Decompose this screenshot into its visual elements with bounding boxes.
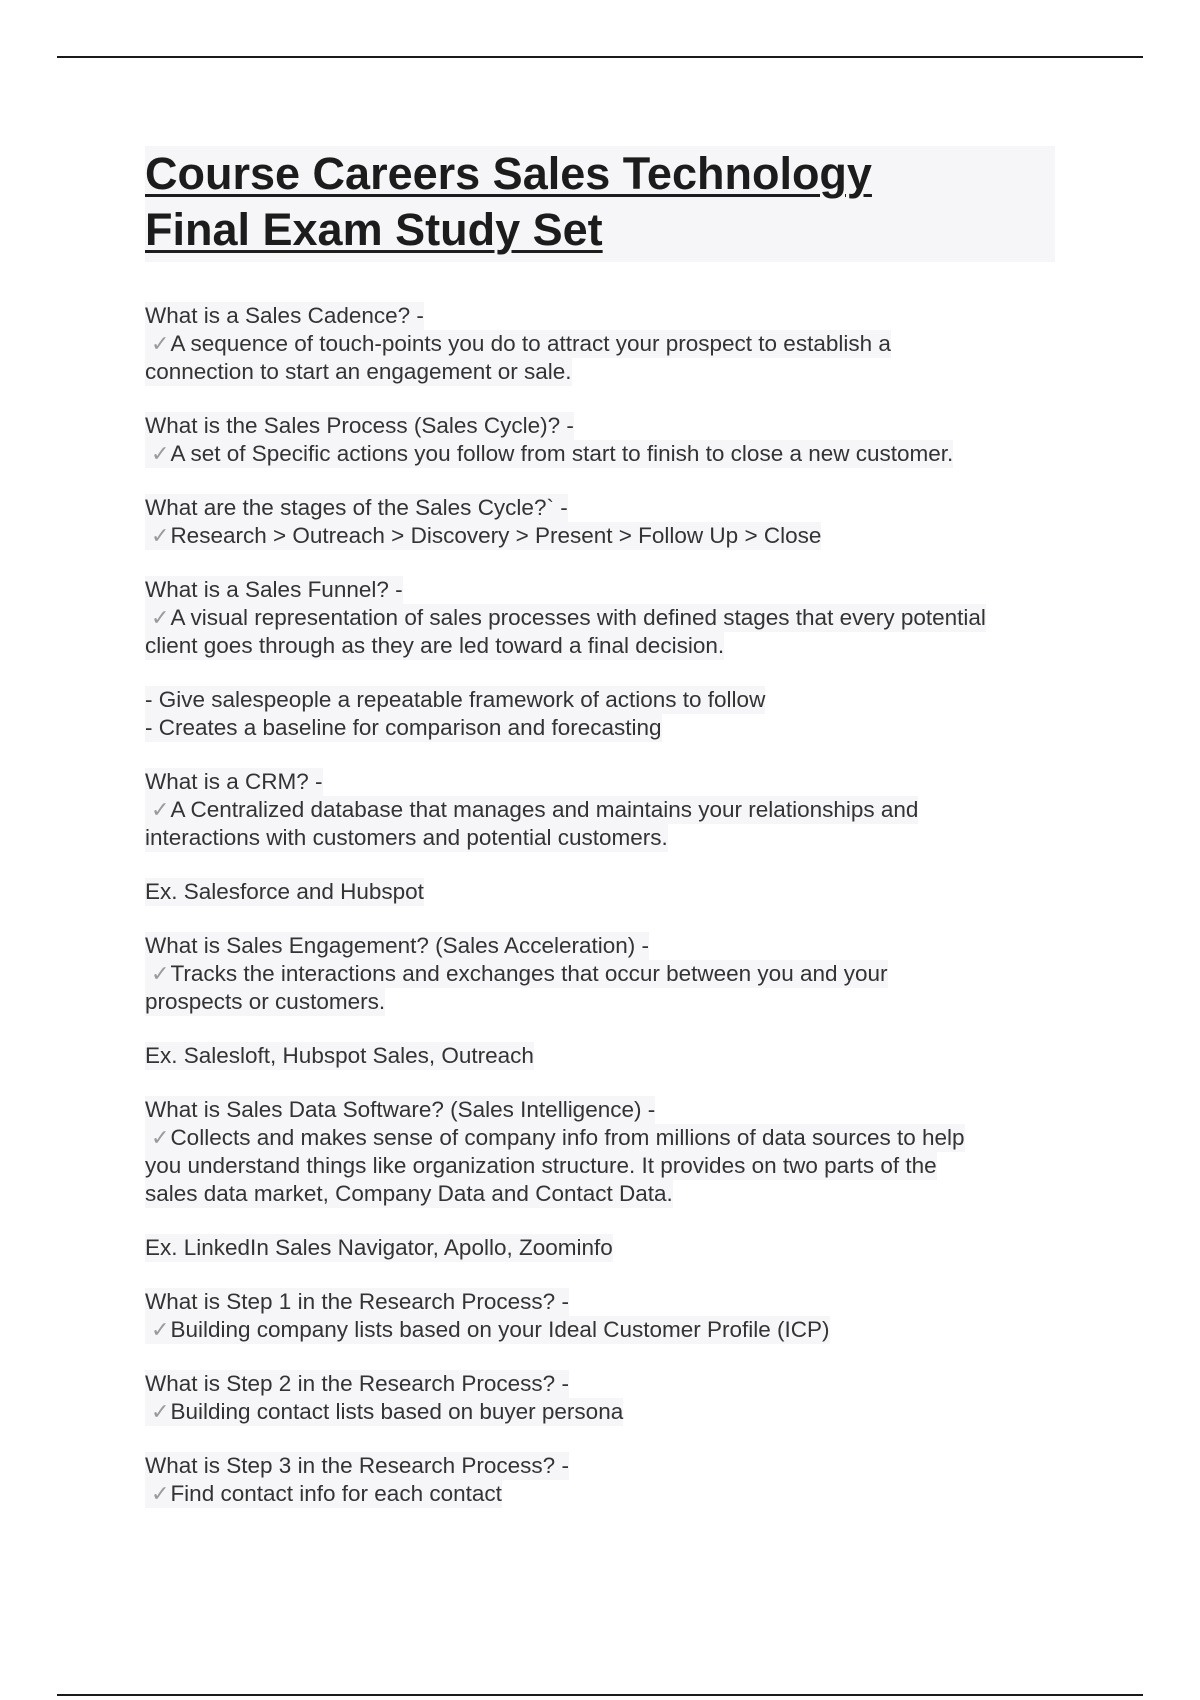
question-card xyxy=(145,494,1055,550)
answer-line xyxy=(145,1398,623,1426)
document-title xyxy=(145,146,1055,262)
checkmark-icon: ✓ xyxy=(151,961,170,986)
answer-text: Building company lists based on your Ideal Customer Profile (ICP) xyxy=(170,1317,830,1342)
answer-line xyxy=(145,440,953,468)
note-line: - Creates a baseline for comparison and forecasting xyxy=(145,715,662,740)
answer-text: Collects and makes sense of company info from millions of data sources to help xyxy=(170,1125,965,1150)
answer-note xyxy=(145,1042,1055,1070)
answer-text: prospects or customers. xyxy=(145,989,386,1014)
answer-text: interactions with customers and potential customers. xyxy=(145,825,668,850)
answer-text: A set of Specific actions you follow from start to finish to close a new customer. xyxy=(170,441,954,466)
checkmark-icon: ✓ xyxy=(151,605,170,630)
checkmark-icon: ✓ xyxy=(151,797,170,822)
note-line: - Give salespeople a repeatable framework of actions to follow xyxy=(145,687,766,712)
question-text: What is a CRM? - xyxy=(145,769,323,794)
checkmark-icon: ✓ xyxy=(151,331,170,356)
question-text: What is Sales Data Software? (Sales Intelligence) - xyxy=(145,1097,656,1122)
answer-line xyxy=(145,1124,965,1152)
answer-line xyxy=(145,960,888,988)
answer-text: Tracks the interactions and exchanges that occur between you and your xyxy=(170,961,888,986)
title-line-2: Final Exam Study Set xyxy=(145,204,603,255)
study-set-page xyxy=(145,146,1055,1534)
checkmark-icon: ✓ xyxy=(151,1125,170,1150)
question-text: What is a Sales Funnel? - xyxy=(145,577,403,602)
question-text: What are the stages of the Sales Cycle?` - xyxy=(145,495,568,520)
answer-text: you understand things like organization structure. It provides on two parts of the xyxy=(145,1153,937,1178)
question-list xyxy=(145,302,1055,1508)
answer-text: sales data market, Company Data and Contact Data. xyxy=(145,1181,673,1206)
answer-text: client goes through as they are led toward a final decision. xyxy=(145,633,725,658)
answer-text: A sequence of touch-points you do to attract your prospect to establish a xyxy=(170,331,891,356)
checkmark-icon: ✓ xyxy=(151,1399,170,1424)
answer-text: Find contact info for each contact xyxy=(170,1481,502,1506)
question-text: What is the Sales Process (Sales Cycle)? - xyxy=(145,413,574,438)
note-line: Ex. Salesforce and Hubspot xyxy=(145,879,424,904)
checkmark-icon: ✓ xyxy=(151,441,170,466)
checkmark-icon: ✓ xyxy=(151,1317,170,1342)
note-line: Ex. LinkedIn Sales Navigator, Apollo, Zoominfo xyxy=(145,1235,613,1260)
question-text: What is a Sales Cadence? - xyxy=(145,303,424,328)
answer-line xyxy=(145,358,572,386)
answer-line xyxy=(145,1152,937,1180)
question-card xyxy=(145,576,1055,660)
question-card xyxy=(145,1096,1055,1208)
note-line: Ex. Salesloft, Hubspot Sales, Outreach xyxy=(145,1043,534,1068)
answer-line xyxy=(145,604,986,632)
answer-line xyxy=(145,522,821,550)
question-card xyxy=(145,412,1055,468)
answer-line xyxy=(145,1180,673,1208)
bottom-rule xyxy=(57,1694,1143,1696)
answer-text: A Centralized database that manages and maintains your relationships and xyxy=(170,797,919,822)
question-card xyxy=(145,1288,1055,1344)
answer-line xyxy=(145,796,918,824)
answer-text: Research > Outreach > Discovery > Present > Follow Up > Close xyxy=(170,523,822,548)
answer-line xyxy=(145,632,724,660)
question-text: What is Step 3 in the Research Process? - xyxy=(145,1453,569,1478)
question-text: What is Sales Engagement? (Sales Acceleration) - xyxy=(145,933,649,958)
answer-note xyxy=(145,878,1055,906)
answer-note xyxy=(145,686,1055,742)
answer-line xyxy=(145,1316,830,1344)
checkmark-icon: ✓ xyxy=(151,1481,170,1506)
answer-text: connection to start an engagement or sale. xyxy=(145,359,572,384)
question-text: What is Step 2 in the Research Process? - xyxy=(145,1371,569,1396)
answer-line xyxy=(145,1480,502,1508)
answer-text: A visual representation of sales processes with defined stages that every potential xyxy=(170,605,986,630)
question-card xyxy=(145,768,1055,852)
title-line-1: Course Careers Sales Technology xyxy=(145,148,872,199)
top-rule xyxy=(57,56,1143,58)
question-card xyxy=(145,932,1055,1016)
answer-note xyxy=(145,1234,1055,1262)
answer-line xyxy=(145,824,668,852)
answer-line xyxy=(145,988,385,1016)
question-card xyxy=(145,1452,1055,1508)
answer-line xyxy=(145,330,891,358)
question-card xyxy=(145,302,1055,386)
question-text: What is Step 1 in the Research Process? - xyxy=(145,1289,569,1314)
answer-text: Building contact lists based on buyer persona xyxy=(170,1399,624,1424)
checkmark-icon: ✓ xyxy=(151,523,170,548)
question-card xyxy=(145,1370,1055,1426)
